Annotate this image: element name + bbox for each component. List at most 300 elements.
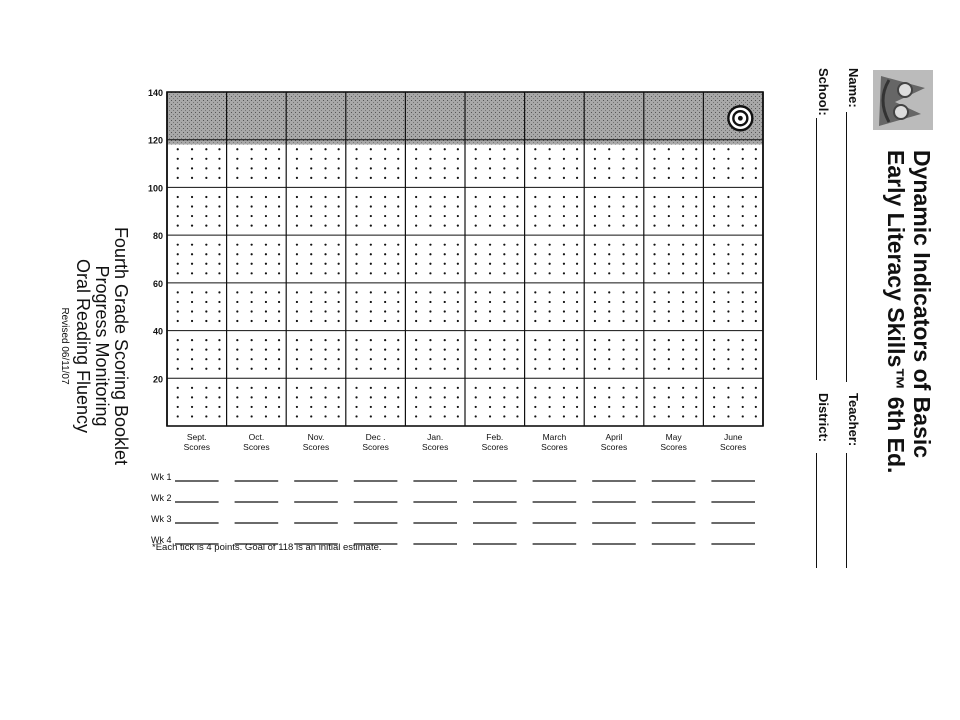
grid-dot [682, 415, 684, 417]
column-label: Scores [481, 442, 509, 452]
grid-dot [324, 396, 326, 398]
grid-dot [444, 310, 446, 312]
grid-dot [636, 320, 638, 322]
grid-dot [205, 387, 207, 389]
grid-dot [370, 263, 372, 265]
grid-dot [296, 158, 298, 160]
grid-dot [668, 320, 670, 322]
grid-dot [653, 320, 655, 322]
grid-dot [636, 301, 638, 303]
grid-dot [742, 167, 744, 169]
grid-dot [503, 253, 505, 255]
grid-dot [489, 415, 491, 417]
grid-dot [594, 301, 596, 303]
grid-dot [236, 177, 238, 179]
grid-dot [594, 320, 596, 322]
grid-dot [516, 368, 518, 370]
grid-dot [296, 196, 298, 198]
grid-dot [576, 158, 578, 160]
grid-dot [727, 272, 729, 274]
grid-dot [489, 339, 491, 341]
grid-dot [415, 396, 417, 398]
grid-dot [594, 349, 596, 351]
grid-dot [370, 177, 372, 179]
page-title [883, 150, 935, 560]
grid-dot [594, 244, 596, 246]
grid-dot [310, 368, 312, 370]
grid-dot [727, 215, 729, 217]
grid-dot [355, 415, 357, 417]
grid-dot [653, 349, 655, 351]
grid-dot [727, 358, 729, 360]
grid-dot [549, 167, 551, 169]
grid-dot [636, 339, 638, 341]
grid-dot [755, 358, 757, 360]
grid-dot [296, 167, 298, 169]
grid-dot [296, 291, 298, 293]
teacher-field[interactable] [846, 453, 847, 568]
grid-dot [563, 387, 565, 389]
grid-dot [370, 215, 372, 217]
grid-dot [713, 148, 715, 150]
grid-dot [218, 215, 220, 217]
grid-dot [338, 263, 340, 265]
grid-dot [191, 406, 193, 408]
grid-dot [682, 244, 684, 246]
column-label: March [542, 432, 567, 442]
grid-dot [296, 406, 298, 408]
column-label: Scores [660, 442, 687, 452]
grid-dot [755, 205, 757, 207]
grid-dot [310, 205, 312, 207]
grid-dot [576, 196, 578, 198]
grid-dot [727, 415, 729, 417]
grid-dot [653, 368, 655, 370]
grid-dot [534, 310, 536, 312]
grid-dot [191, 205, 193, 207]
grid-dot [177, 196, 179, 198]
grid-dot [370, 158, 372, 160]
grid-dot [370, 148, 372, 150]
grid-dot [727, 177, 729, 179]
grid-dot [576, 358, 578, 360]
grid-dot [265, 396, 267, 398]
grid-dot [563, 406, 565, 408]
grid-dot [278, 349, 280, 351]
grid-dot [608, 387, 610, 389]
grid-dot [503, 301, 505, 303]
grid-dot [636, 406, 638, 408]
grid-dot [218, 301, 220, 303]
grid-dot [355, 301, 357, 303]
grid-dot [622, 158, 624, 160]
grid-dot [534, 263, 536, 265]
grid-dot [218, 396, 220, 398]
grid-dot [338, 291, 340, 293]
grid-dot [475, 396, 477, 398]
grid-dot [265, 263, 267, 265]
grid-dot [653, 215, 655, 217]
week-label: Wk 1 [151, 472, 172, 482]
grid-dot [457, 349, 459, 351]
grid-dot [205, 291, 207, 293]
grid-dot [397, 291, 399, 293]
grid-dot [516, 339, 518, 341]
grid-dot [324, 406, 326, 408]
grid-dot [563, 339, 565, 341]
grid-dot [713, 244, 715, 246]
grid-dot [310, 215, 312, 217]
grid-dot [251, 349, 253, 351]
grid-dot [397, 148, 399, 150]
grid-dot [278, 158, 280, 160]
grid-dot [622, 368, 624, 370]
grid-dot [576, 406, 578, 408]
grid-dot [444, 177, 446, 179]
grid-dot [429, 406, 431, 408]
grid-dot [191, 310, 193, 312]
grid-dot [695, 368, 697, 370]
grid-dot [549, 301, 551, 303]
grid-dot [503, 215, 505, 217]
grid-dot [594, 253, 596, 255]
grid-dot [296, 272, 298, 274]
grid-dot [475, 196, 477, 198]
grid-dot [191, 358, 193, 360]
grid-dot [742, 320, 744, 322]
grid-dot [444, 406, 446, 408]
grid-dot [636, 387, 638, 389]
column-label: June [723, 432, 743, 442]
grid-dot [251, 177, 253, 179]
grid-dot [218, 205, 220, 207]
grid-dot [251, 272, 253, 274]
dibels-logo-icon [871, 68, 935, 143]
grid-dot [503, 339, 505, 341]
grid-dot [576, 167, 578, 169]
grid-dot [355, 310, 357, 312]
grid-dot [278, 253, 280, 255]
grid-dot [415, 301, 417, 303]
grid-dot [457, 253, 459, 255]
grid-dot [397, 349, 399, 351]
grid-dot [622, 177, 624, 179]
grid-dot [576, 415, 578, 417]
grid-dot [278, 339, 280, 341]
grid-dot [218, 148, 220, 150]
grid-dot [278, 205, 280, 207]
grid-dot [251, 244, 253, 246]
grid-dot [265, 272, 267, 274]
grid-dot [475, 349, 477, 351]
grid-dot [444, 225, 446, 227]
grid-dot [755, 406, 757, 408]
grid-dot [668, 339, 670, 341]
grid-dot [475, 415, 477, 417]
grid-dot [205, 158, 207, 160]
grid-dot [429, 215, 431, 217]
booklet-line-2: Progress Monitoring [92, 265, 112, 427]
grid-dot [370, 349, 372, 351]
grid-dot [218, 349, 220, 351]
grid-dot [236, 158, 238, 160]
grid-dot [563, 244, 565, 246]
grid-dot [713, 205, 715, 207]
grid-dot [296, 349, 298, 351]
column-label: May [665, 432, 682, 442]
grid-dot [549, 320, 551, 322]
grid-dot [742, 263, 744, 265]
grid-dot [296, 148, 298, 150]
grid-dot [594, 291, 596, 293]
grid-dot [503, 205, 505, 207]
grid-dot [653, 196, 655, 198]
grid-dot [177, 215, 179, 217]
grid-dot [278, 272, 280, 274]
grid-dot [534, 225, 536, 227]
grid-dot [370, 387, 372, 389]
grid-dot [668, 396, 670, 398]
grid-dot [177, 320, 179, 322]
grid-dot [668, 310, 670, 312]
grid-dot [534, 215, 536, 217]
grid-dot [384, 196, 386, 198]
grid-dot [429, 339, 431, 341]
grid-dot [594, 396, 596, 398]
grid-dot [429, 368, 431, 370]
grid-dot [338, 339, 340, 341]
grid-dot [355, 396, 357, 398]
grid-dot [397, 272, 399, 274]
grid-dot [549, 225, 551, 227]
grid-dot [668, 196, 670, 198]
grid-dot [251, 387, 253, 389]
grid-dot [668, 387, 670, 389]
grid-dot [236, 167, 238, 169]
grid-dot [205, 396, 207, 398]
grid-dot [594, 272, 596, 274]
grid-dot [218, 387, 220, 389]
grid-dot [415, 253, 417, 255]
grid-dot [236, 291, 238, 293]
grid-dot [278, 301, 280, 303]
grid-dot [653, 387, 655, 389]
school-field[interactable] [816, 118, 817, 380]
grid-dot [608, 205, 610, 207]
grid-dot [563, 177, 565, 179]
grid-dot [355, 358, 357, 360]
grid-dot [177, 158, 179, 160]
grid-dot [622, 301, 624, 303]
grid-dot [415, 196, 417, 198]
grid-dot [653, 396, 655, 398]
grid-dot [278, 406, 280, 408]
grid-dot [457, 148, 459, 150]
grid-dot [636, 253, 638, 255]
grid-dot [278, 368, 280, 370]
grid-dot [653, 358, 655, 360]
grid-dot [457, 396, 459, 398]
column-label: April [605, 432, 623, 442]
grid-dot [682, 301, 684, 303]
grid-dot [576, 339, 578, 341]
grid-dot [310, 339, 312, 341]
grid-dot [727, 396, 729, 398]
grid-dot [205, 415, 207, 417]
grid-dot [503, 225, 505, 227]
grid-dot [594, 205, 596, 207]
grid-dot [265, 358, 267, 360]
district-field[interactable] [816, 453, 817, 568]
grid-dot [727, 320, 729, 322]
grid-dot [218, 320, 220, 322]
grid-dot [338, 310, 340, 312]
grid-dot [429, 167, 431, 169]
grid-dot [653, 244, 655, 246]
grid-dot [695, 158, 697, 160]
grid-dot [415, 148, 417, 150]
grid-dot [324, 310, 326, 312]
grid-dot [205, 177, 207, 179]
grid-dot [668, 253, 670, 255]
grid-dot [324, 205, 326, 207]
grid-dot [384, 301, 386, 303]
grid-dot [622, 406, 624, 408]
grid-dot [251, 205, 253, 207]
grid-dot [576, 272, 578, 274]
grid-dot [205, 406, 207, 408]
column-label: Jan. [427, 432, 444, 442]
grid-dot [415, 339, 417, 341]
grid-dot [742, 396, 744, 398]
grid-dot [503, 387, 505, 389]
grid-dot [682, 387, 684, 389]
column-label: Scores [243, 442, 270, 452]
grid-dot [370, 320, 372, 322]
grid-dot [503, 358, 505, 360]
grid-dot [236, 301, 238, 303]
grid-dot [251, 167, 253, 169]
grid-dot [177, 368, 179, 370]
grid-dot [682, 272, 684, 274]
grid-dot [534, 387, 536, 389]
grid-dot [695, 253, 697, 255]
grid-dot [457, 225, 459, 227]
grid-dot [636, 358, 638, 360]
grid-dot [338, 396, 340, 398]
grid-dot [713, 358, 715, 360]
grid-dot [682, 339, 684, 341]
grid-dot [429, 158, 431, 160]
grid-dot [457, 196, 459, 198]
grid-dot [415, 272, 417, 274]
grid-dot [310, 301, 312, 303]
grid-dot [457, 263, 459, 265]
grid-dot [608, 368, 610, 370]
grid-dot [713, 215, 715, 217]
grid-dot [608, 339, 610, 341]
grid-dot [668, 358, 670, 360]
grid-dot [429, 205, 431, 207]
teacher-label: Teacher: [846, 393, 861, 447]
grid-dot [397, 387, 399, 389]
grid-dot [742, 291, 744, 293]
grid-dot [622, 396, 624, 398]
grid-dot [384, 272, 386, 274]
grid-dot [594, 177, 596, 179]
grid-dot [415, 263, 417, 265]
grid-dot [576, 253, 578, 255]
name-field[interactable] [846, 112, 847, 382]
grid-dot [457, 310, 459, 312]
grid-dot [236, 263, 238, 265]
grid-dot [594, 406, 596, 408]
grid-dot [324, 158, 326, 160]
grid-dot [727, 310, 729, 312]
grid-dot [563, 253, 565, 255]
grid-dot [695, 310, 697, 312]
grid-dot [457, 205, 459, 207]
grid-dot [563, 272, 565, 274]
y-tick-label: 120 [147, 135, 163, 146]
grid-dot [636, 291, 638, 293]
grid-dot [576, 349, 578, 351]
district-label: District: [816, 393, 831, 443]
grid-dot [608, 320, 610, 322]
grid-dot [516, 167, 518, 169]
grid-dot [310, 158, 312, 160]
grid-dot [608, 158, 610, 160]
grid-dot [338, 205, 340, 207]
grid-dot [695, 272, 697, 274]
grid-dot [191, 339, 193, 341]
grid-dot [516, 196, 518, 198]
grid-dot [516, 148, 518, 150]
grid-dot [415, 167, 417, 169]
grid-dot [265, 310, 267, 312]
grid-dot [636, 415, 638, 417]
grid-dot [475, 368, 477, 370]
grid-dot [608, 244, 610, 246]
grid-dot [636, 263, 638, 265]
grid-dot [265, 406, 267, 408]
grid-dot [503, 396, 505, 398]
grid-dot [457, 406, 459, 408]
grid-dot [191, 301, 193, 303]
grid-dot [236, 387, 238, 389]
grid-dot [549, 215, 551, 217]
grid-dot [475, 358, 477, 360]
y-tick-label: 140 [147, 88, 163, 98]
grid-dot [429, 263, 431, 265]
grid-dot [265, 339, 267, 341]
grid-dot [191, 263, 193, 265]
grid-dot [608, 253, 610, 255]
grid-dot [516, 263, 518, 265]
grid-dot [384, 339, 386, 341]
grid-dot [475, 205, 477, 207]
grid-dot [489, 301, 491, 303]
grid-dot [310, 406, 312, 408]
grid-dot [489, 205, 491, 207]
grid-dot [668, 301, 670, 303]
grid-dot [251, 148, 253, 150]
grid-dot [695, 167, 697, 169]
grid-dot [727, 225, 729, 227]
grid-dot [218, 167, 220, 169]
grid-dot [668, 205, 670, 207]
grid-dot [177, 406, 179, 408]
